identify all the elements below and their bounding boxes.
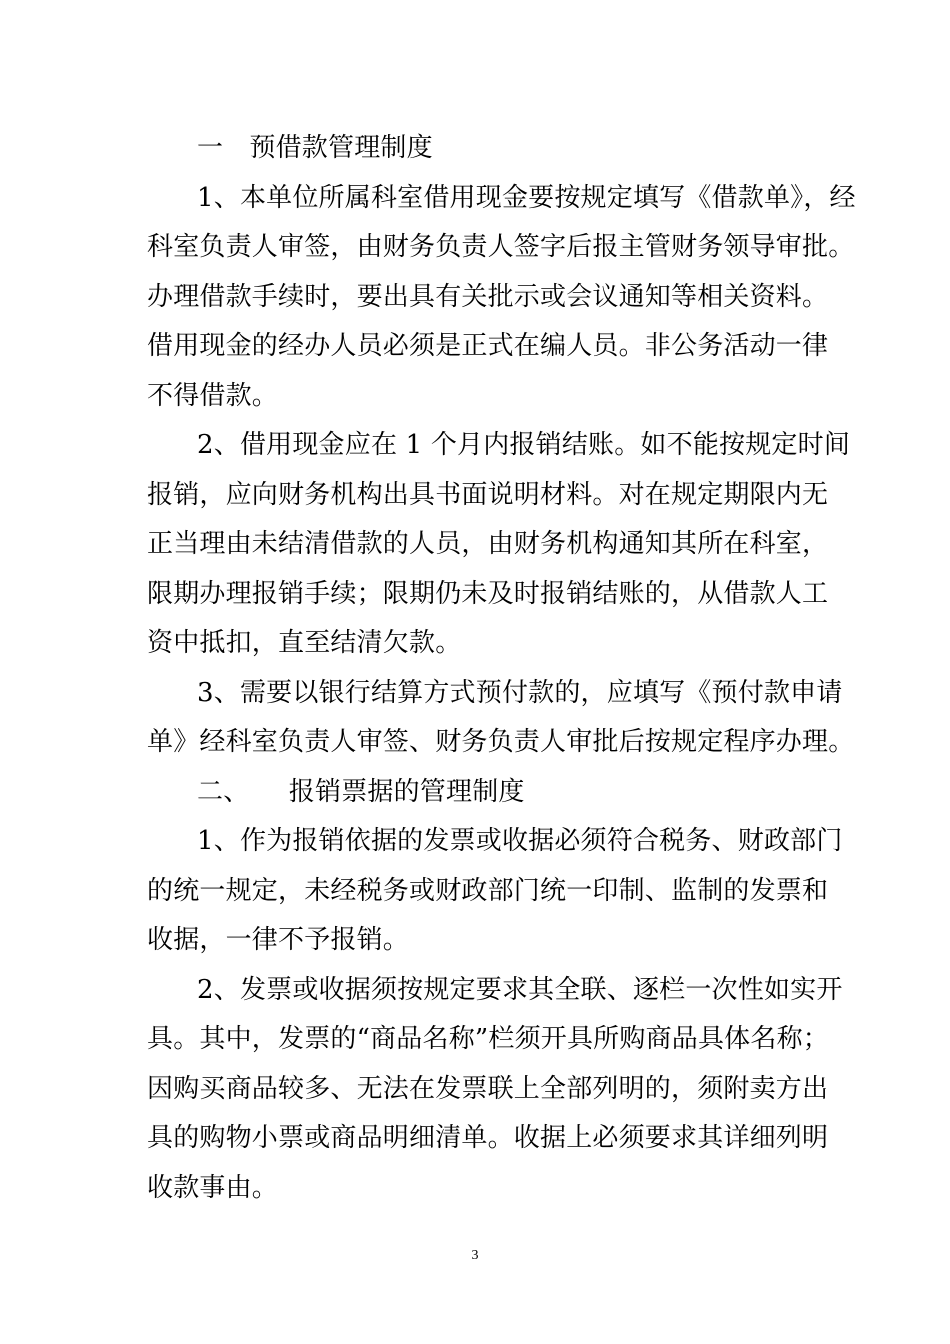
paragraph-line: 不得借款。: [147, 380, 279, 411]
paragraph-line: 资中抵扣，直至结清欠款。: [147, 628, 462, 658]
paragraph-line: 3、需要以银行结算方式预付款的，应填写《预付款申请: [197, 677, 843, 708]
paragraph-line: 收款事由。: [147, 1172, 279, 1203]
paragraph-line: 办理借款手续时，要出具有关批示或会议通知等相关资料。: [147, 281, 829, 312]
paragraph-line: 具的购物小票或商品明细清单。收据上必须要求其详细列明: [147, 1123, 829, 1153]
paragraph-line: 2、发票或收据须按规定要求其全联、逐栏一次性如实开: [197, 974, 843, 1005]
paragraph-line: 的统一规定，未经税务或财政部门统一印制、监制的发票和: [147, 875, 829, 906]
paragraph-line: 具。其中，发票的“商品名称”栏须开具所购商品具体名称；: [147, 1024, 829, 1054]
paragraph-line: 限期办理报销手续；限期仍未及时报销结账的，从借款人工: [147, 578, 829, 609]
paragraph-line: 报销，应向财务机构出具书面说明材料。对在规定期限内无: [147, 479, 829, 510]
paragraph-line: 收据，一律不予报销。: [147, 925, 410, 955]
paragraph-line: 1、作为报销依据的发票或收据必须符合税务、财政部门: [197, 826, 843, 856]
page-number: 3: [471, 1248, 479, 1263]
paragraph-line: 1、本单位所属科室借用现金要按规定填写《借款单》，经: [197, 182, 856, 213]
paragraph-line: 科室负责人审签，由财务负责人签字后报主管财务领导审批。: [147, 232, 855, 262]
document-body: [147, 124, 856, 1213]
paragraph-line: 正当理由未结清借款的人员，由财务机构通知其所在科室，: [147, 529, 829, 559]
paragraph-line: 单》经科室负责人审签、财务负责人审批后按规定程序办理。: [147, 727, 855, 757]
paragraph-line: 借用现金的经办人员必须是正式在编人员。非公务活动一律: [147, 331, 829, 361]
section-heading-2: 二、 报销票据的管理制度: [197, 776, 525, 807]
section-heading-1: 一 预借款管理制度: [197, 133, 433, 163]
paragraph-line: 2、借用现金应在 1 个月内报销结账。如不能按规定时间: [197, 430, 851, 460]
paragraph-line: 因购买商品较多、无法在发票联上全部列明的，须附卖方出: [147, 1073, 829, 1104]
